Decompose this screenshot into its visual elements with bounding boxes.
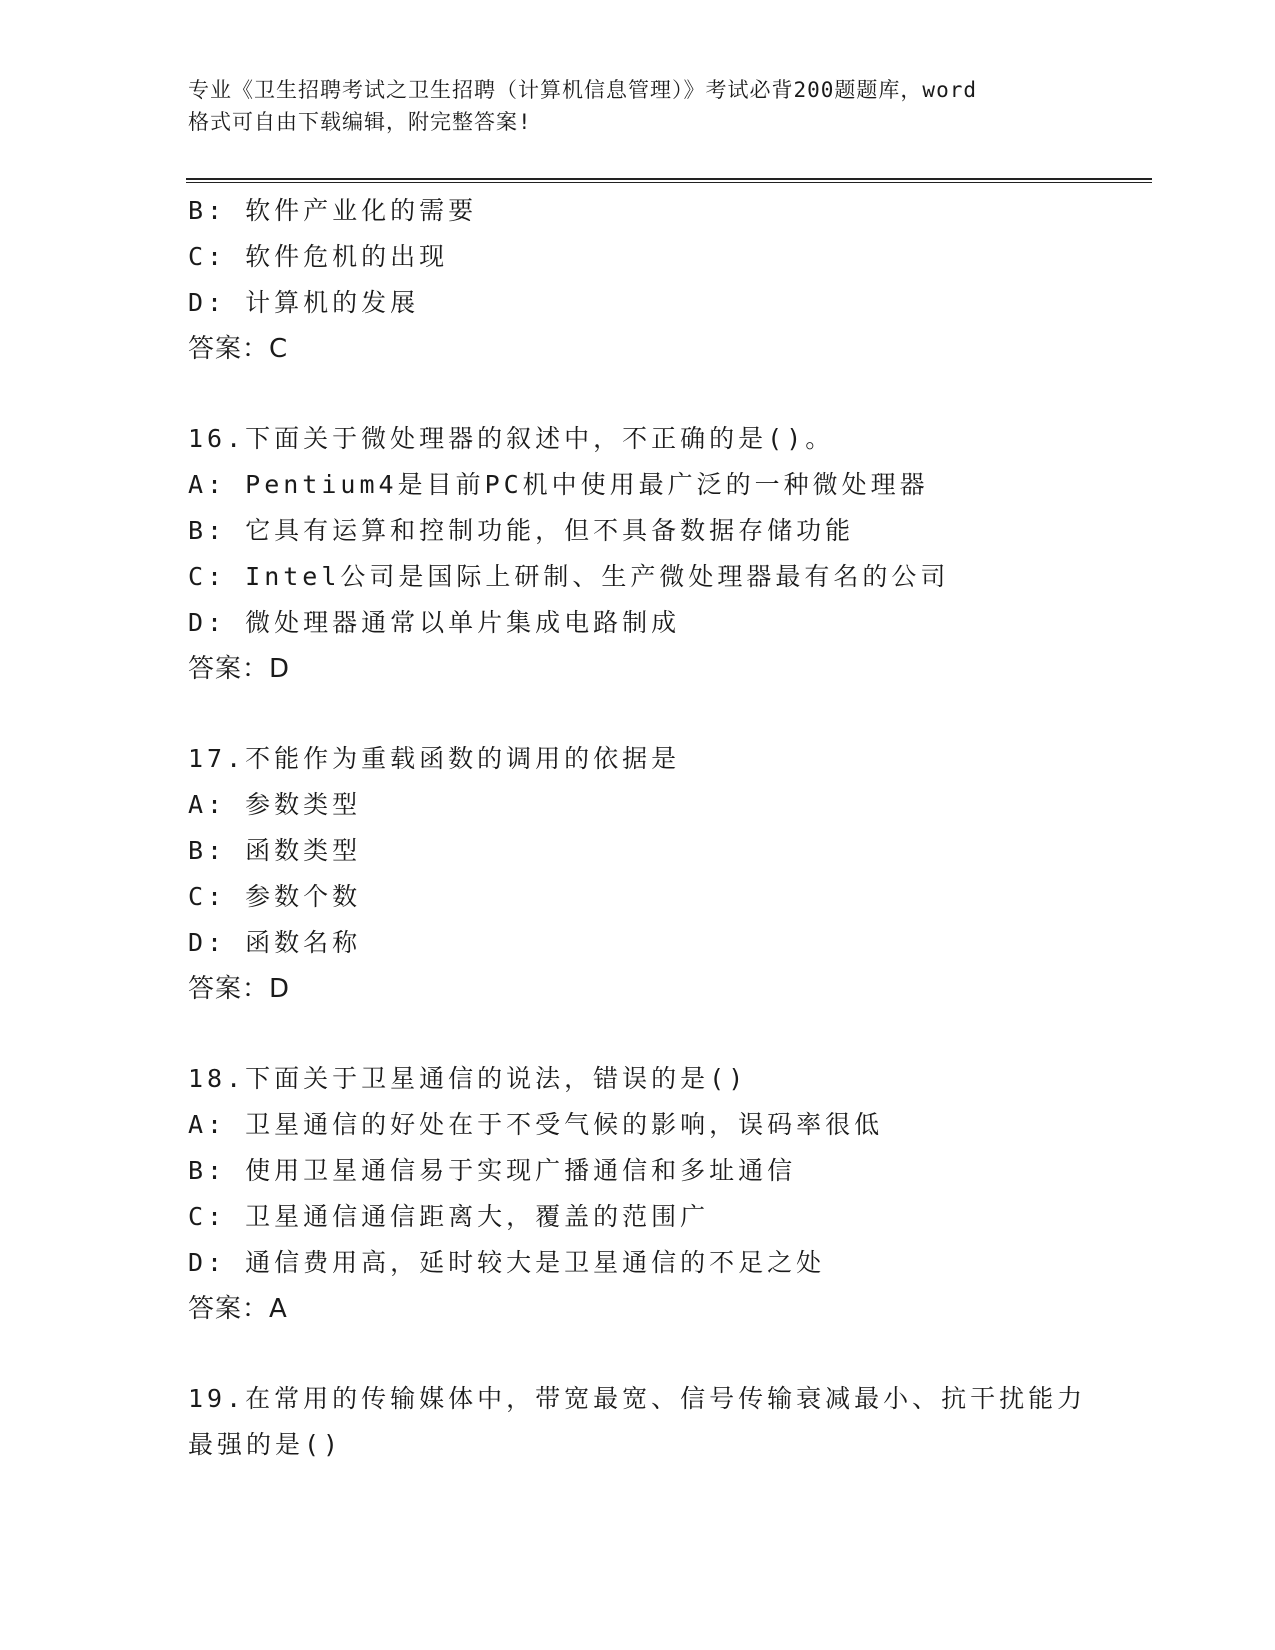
spacer [188,1332,1088,1376]
option-a: A: Pentium4是目前PC机中使用最广泛的一种微处理器 [188,470,929,499]
header-divider [186,178,1152,183]
question-18 [188,1056,1088,1332]
option-a: A: 参数类型 [188,790,362,819]
question-stem: 16.下面关于微处理器的叙述中，不正确的是()。 [188,424,835,453]
question-stem: 18.下面关于卫星通信的说法，错误的是() [188,1064,748,1093]
option-c: C: Intel公司是国际上研制、生产微处理器最有名的公司 [188,562,950,591]
option-d: D: 微处理器通常以单片集成电路制成 [188,608,681,637]
option-d: D: 函数名称 [188,928,362,957]
question-stem: 17.不能作为重载函数的调用的依据是 [188,744,681,773]
question-15 [188,188,1088,372]
option-c: C: 参数个数 [188,882,362,911]
question-stem-line1: 19.在常用的传输媒体中，带宽最宽、信号传输衰减最小、抗干扰能力 [188,1384,1087,1413]
spacer [188,1012,1088,1056]
option-b: B: 使用卫星通信易于实现广播通信和多址通信 [188,1156,797,1185]
question-stem-line2: 最强的是() [188,1430,343,1459]
option-c: C: 卫星通信通信距离大，覆盖的范围广 [188,1202,710,1231]
option-b: B: 软件产业化的需要 [188,196,478,225]
question-content [188,188,1088,1468]
option-b: B: 它具有运算和控制功能，但不具备数据存储功能 [188,516,855,545]
option-a: A: 卫星通信的好处在于不受气候的影响，误码率很低 [188,1110,884,1139]
header-title-line1: 专业《卫生招聘考试之卫生招聘（计算机信息管理）》考试必背200题题库，word [188,78,977,102]
spacer [188,372,1088,416]
question-19 [188,1376,1088,1468]
option-d: D: 通信费用高，延时较大是卫星通信的不足之处 [188,1248,826,1277]
question-17 [188,736,1088,1012]
question-16 [188,416,1088,692]
option-d: D: 计算机的发展 [188,288,420,317]
spacer [188,692,1088,736]
answer: 答案：C [188,334,289,364]
answer: 答案：A [188,1294,288,1324]
page-header [188,74,1088,138]
option-c: C: 软件危机的出现 [188,242,449,271]
header-title-line2: 格式可自由下载编辑，附完整答案! [188,110,532,134]
answer: 答案：D [188,974,291,1004]
option-b: B: 函数类型 [188,836,362,865]
answer: 答案：D [188,654,291,684]
